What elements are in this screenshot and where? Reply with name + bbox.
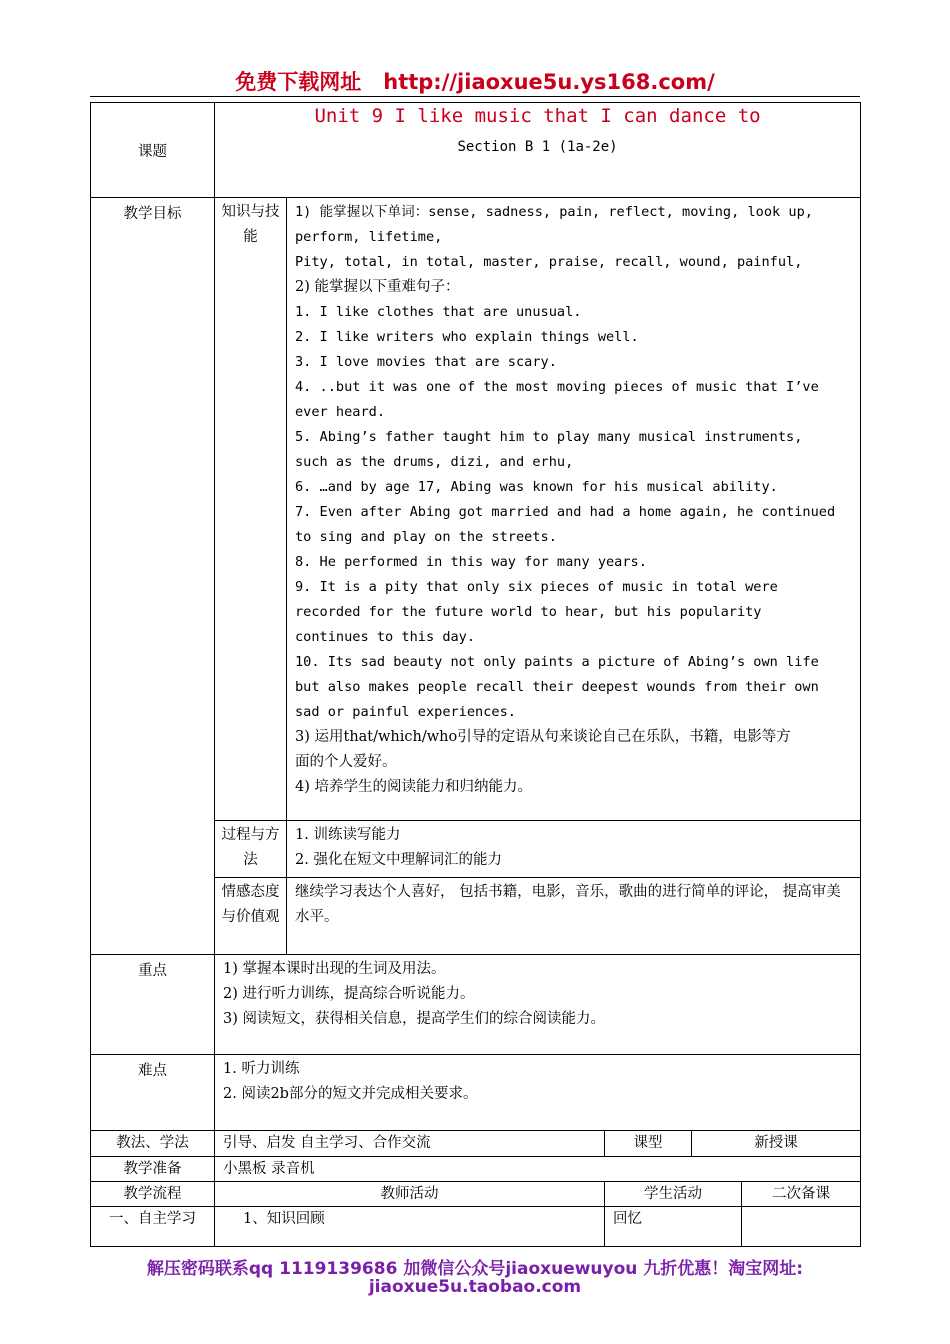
step1-label: 一、自主学习: [91, 1207, 215, 1247]
process-content: [287, 821, 861, 878]
key-point-line: 1) 掌握本课时出现的生词及用法。: [223, 961, 446, 977]
knowledge-line: 面的个人爱好。: [295, 754, 397, 770]
flow-label: 教学流程: [91, 1182, 215, 1207]
second-prep-header: 二次备课: [742, 1182, 861, 1207]
lesson-type-value: 新授课: [692, 1131, 861, 1157]
knowledge-line: 4) 培养学生的阅读能力和归纳能力。: [295, 779, 532, 795]
knowledge-line: 8. He performed in this way for many years.: [295, 554, 647, 570]
knowledge-line: perform, lifetime,: [295, 229, 443, 245]
topic-label: 课题: [91, 103, 215, 198]
knowledge-line: 2. I like writers who explain things well.: [295, 329, 639, 345]
knowledge-line: 5. Abing’s father taught him to play many musical instruments,: [295, 429, 803, 445]
student-activity-header: 学生活动: [605, 1182, 742, 1207]
knowledge-line: 6. …and by age 17, Abing was known for his musical ability.: [295, 479, 778, 495]
lesson-type-label: 课型: [605, 1131, 692, 1157]
knowledge-line: such as the drums, dizi, and erhu,: [295, 454, 574, 470]
knowledge-line: 3. I love movies that are scary.: [295, 354, 557, 370]
header-label: 免费下载网址: [235, 70, 362, 94]
lesson-section: Section B 1 (1a-2e): [457, 139, 618, 155]
knowledge-line: sad or painful experiences.: [295, 704, 516, 720]
knowledge-line: Pity, total, in total, master, praise, recall, wound, painful,: [295, 254, 803, 270]
step1-student: 回忆: [605, 1207, 742, 1247]
objectives-label: 教学目标: [91, 198, 215, 955]
emotion-label: 情感态度与价值观: [215, 878, 287, 955]
knowledge-line: 3) 运用that/which/who引导的定语从句来谈论自己在乐队，书籍，电影等方: [295, 729, 791, 745]
method-value: 引导、启发 自主学习、合作交流: [215, 1131, 605, 1157]
key-point-line: 3) 阅读短文，获得相关信息，提高学生们的综合阅读能力。: [223, 1011, 605, 1027]
knowledge-line: 9. It is a pity that only six pieces of music in total were: [295, 579, 778, 595]
key-point-line: 2) 进行听力训练，提高综合听说能力。: [223, 986, 475, 1002]
key-points-content: [215, 955, 861, 1055]
knowledge-line: continues to this day.: [295, 629, 476, 645]
process-line: 1. 训练读写能力: [295, 827, 401, 843]
knowledge-line: recorded for the future world to hear, but his popularity: [295, 604, 762, 620]
footer-shop-link[interactable]: jiaoxue5u.taobao.com: [368, 1277, 582, 1297]
method-label: 教法、学法: [91, 1131, 215, 1157]
knowledge-content: [287, 198, 861, 821]
knowledge-line: to sing and play on the streets.: [295, 529, 557, 545]
knowledge-line: 10. Its sad beauty not only paints a picture of Abing’s own life: [295, 654, 819, 670]
header-rule: [90, 96, 860, 97]
lesson-plan-table: [90, 102, 861, 1247]
lesson-title: Unit 9 I like music that I can dance to: [314, 105, 761, 127]
difficult-points-label: 难点: [91, 1055, 215, 1131]
emotion-content: 继续学习表达个人喜好， 包括书籍，电影，音乐，歌曲的进行简单的评论， 提高审美水平。: [287, 878, 861, 955]
step1-second: [742, 1207, 861, 1247]
prep-value: 小黑板 录音机: [215, 1157, 861, 1182]
difficult-points-content: [215, 1055, 861, 1131]
knowledge-line: 4. ..but it was one of the most moving pieces of music that I’ve: [295, 379, 819, 395]
key-points-label: 重点: [91, 955, 215, 1055]
knowledge-line: 2) 能掌握以下重难句子：: [295, 279, 460, 295]
footer-contact: 解压密码联系qq 1119139686 加微信公众号jiaoxuewuyou 九折优惠！淘宝网址:: [146, 1259, 804, 1279]
knowledge-label: 知识与技能: [215, 198, 287, 821]
process-label: 过程与方法: [215, 821, 287, 878]
knowledge-line: but also makes people recall their deepest wounds from their own: [295, 679, 819, 695]
header-url[interactable]: http://jiaoxue5u.ys168.com/: [383, 70, 715, 94]
teacher-activity-header: 教师活动: [215, 1182, 605, 1207]
prep-label: 教学准备: [91, 1157, 215, 1182]
title-cell: [215, 103, 861, 198]
knowledge-line: 7. Even after Abing got married and had a home again, he continued: [295, 504, 836, 520]
knowledge-line: 1. I like clothes that are unusual.: [295, 304, 582, 320]
difficult-point-line: 1. 听力训练: [223, 1061, 300, 1077]
knowledge-line: ever heard.: [295, 404, 386, 420]
step1-teacher: 1、知识回顾: [215, 1207, 605, 1247]
header-download-link[interactable]: [0, 66, 950, 96]
knowledge-line: 1) 能掌握以下单词：sense, sadness, pain, reflect, moving, look up,: [295, 204, 813, 220]
process-line: 2. 强化在短文中理解词汇的能力: [295, 852, 502, 868]
difficult-point-line: 2. 阅读2b部分的短文并完成相关要求。: [223, 1086, 478, 1102]
